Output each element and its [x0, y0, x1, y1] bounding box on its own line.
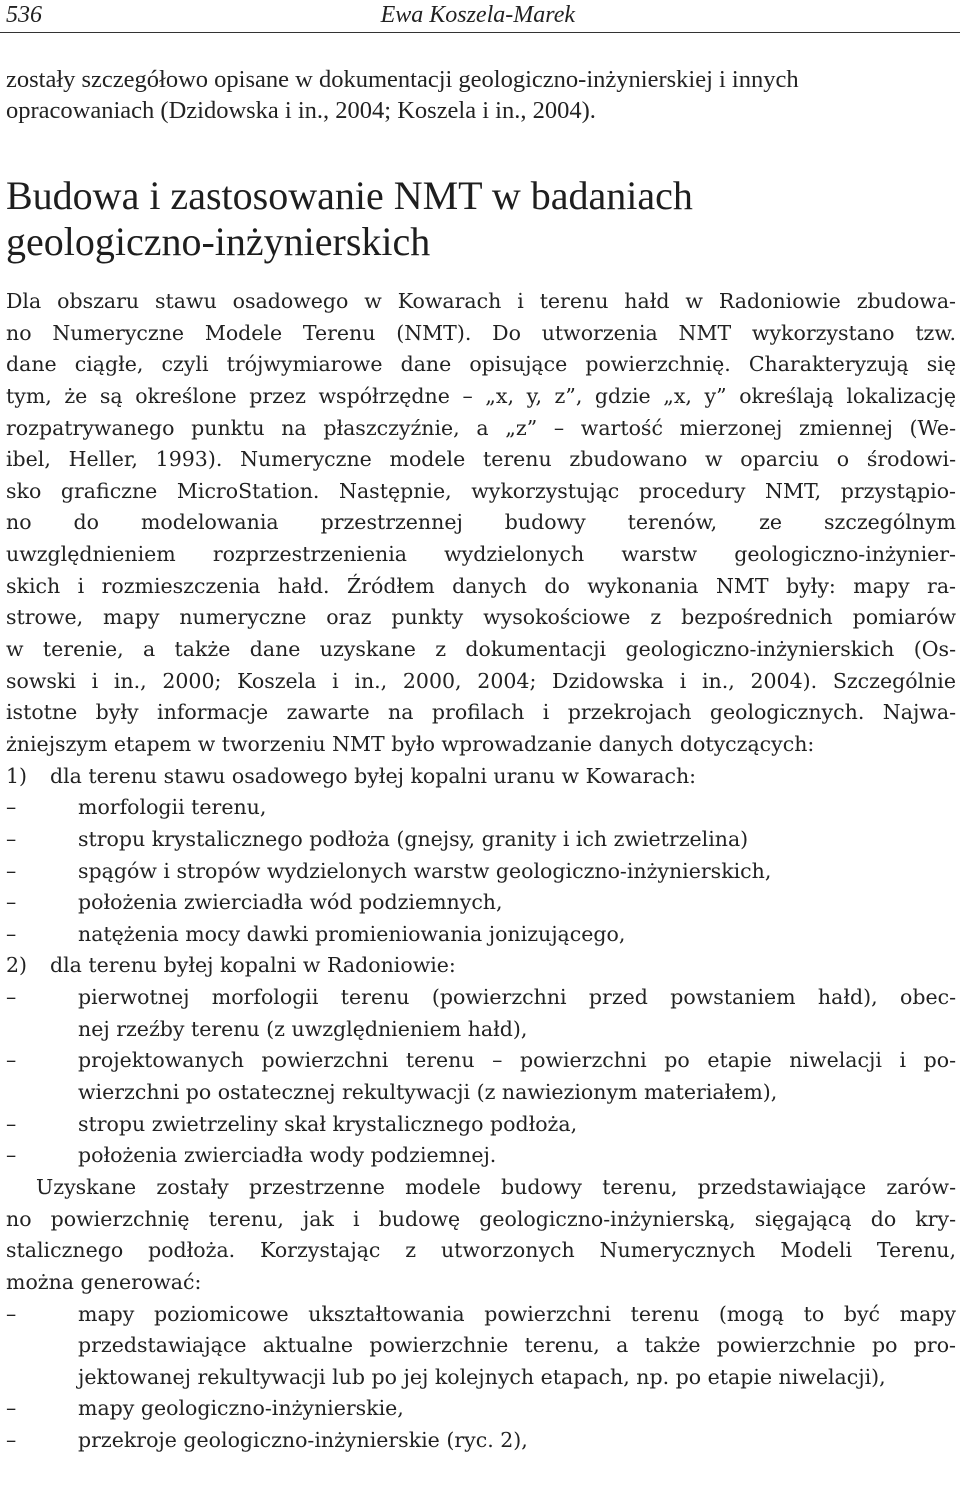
paragraph-line: można generować:	[6, 1269, 202, 1294]
list-item-continuation: wierzchni po ostatecznej rekultywacji (z nawiezionym materiałem),	[78, 1080, 778, 1105]
list-radoniow	[6, 950, 956, 1171]
list-number: 1)	[6, 763, 28, 788]
list-item	[6, 1425, 956, 1457]
paragraph-models	[6, 1172, 956, 1299]
list-number: 2)	[6, 953, 28, 978]
list-item-continuation: nej rzeźby terenu (z uwzględnieniem hałd),	[78, 1016, 528, 1041]
list-item	[6, 856, 956, 888]
list-item	[6, 919, 956, 951]
heading-line: geologiczno-inżynierskich	[6, 219, 431, 264]
heading-line: Budowa i zastosowanie NMT w badaniach	[6, 173, 693, 218]
list-title: dla terenu stawu osadowego byłej kopalni uranu w Kowarach:	[50, 763, 697, 788]
numbered-item	[6, 761, 956, 793]
dash-marker: –	[6, 1396, 17, 1421]
paragraph-line: tym, że są określone przez współrzędne – „x, y, z”, gdzie „x, y” określają lokalizację	[6, 383, 956, 408]
paragraph-line: no powierzchnię terenu, jak i budowę geologiczno-inżynierską, sięgającą do kry-	[6, 1206, 956, 1231]
dash-marker: –	[6, 1111, 17, 1136]
paragraph-line: no do modelowania przestrzennej budowy terenów, ze szczególnym	[6, 510, 956, 535]
list-item-text: przekroje geologiczno-inżynierskie (ryc. 2),	[78, 1428, 528, 1453]
paragraph-line: ibel, Heller, 1993). Numeryczne modele terenu zbudowano w oparciu o środowi-	[6, 447, 956, 472]
paragraph-line: rozpatrywanego punktu na płaszczyźnie, a „z” – wartość mierzonej zmiennej (We-	[6, 415, 956, 440]
list-item-text: pierwotnej morfologii terenu (powierzchni przed powstaniem hałd), obec-	[78, 985, 956, 1010]
paragraph-line: dane ciągłe, czyli trójwymiarowe dane opisujące powierzchnię. Charakteryzują się	[6, 352, 956, 377]
dash-marker: –	[6, 890, 17, 915]
dash-marker: –	[6, 858, 17, 883]
list-item-text: natężenia mocy dawki promieniowania jonizującego,	[78, 921, 626, 946]
list-item	[6, 1140, 956, 1172]
paragraph-line: sowski i in., 2000; Koszela i in., 2000, 2004; Dzidowska i in., 2004). Szczególnie	[6, 668, 956, 693]
list-item-text: położenia zwierciadła wód podziemnych,	[78, 890, 503, 915]
page-body	[6, 64, 956, 1457]
dash-marker: –	[6, 826, 17, 851]
paragraph-line: sko graficzne MicroStation. Następnie, wykorzystując procedury NMT, przystąpio-	[6, 478, 956, 503]
paragraph-line: istotne były informacje zawarte na profilach i przekrojach geologicznych. Najwa-	[6, 700, 956, 725]
list-outputs	[6, 1299, 956, 1457]
dash-marker: –	[6, 1048, 17, 1073]
list-item	[6, 887, 956, 919]
list-item-text: projektowanych powierzchni terenu – powierzchni po etapie niwelacji i po-	[78, 1048, 956, 1073]
list-item-text: mapy poziomicowe ukształtowania powierzchni terenu (mogą to być mapy	[78, 1301, 956, 1326]
paragraph-line: w terenie, a także dane uzyskane z dokumentacji geologiczno-inżynierskich (Os-	[6, 637, 956, 662]
list-item-text: morfologii terenu,	[78, 795, 267, 820]
paragraph-line: strowe, mapy numeryczne oraz punkty wysokościowe z bezpośrednich pomiarów	[6, 605, 956, 630]
list-item	[6, 982, 956, 1014]
paragraph-line: no Numeryczne Modele Terenu (NMT). Do utworzenia NMT wykorzystano tzw.	[6, 320, 956, 345]
list-item	[6, 1045, 956, 1077]
paragraph-line: uwzględnieniem rozprzestrzenienia wydzielonych warstw geologiczno-inżynier-	[6, 542, 956, 567]
intro-paragraph	[6, 64, 956, 126]
list-item-text: spągów i stropów wydzielonych warstw geologiczno-inżynierskich,	[78, 858, 772, 883]
list-item-continuation: przedstawiające aktualne powierzchnie terenu, a także powierzchnie po pro-	[78, 1333, 956, 1358]
list-item	[6, 1109, 956, 1141]
dash-marker: –	[6, 1301, 17, 1326]
list-item-continuation: jektowanej rekultywacji lub po jej kolejnych etapach, np. po etapie niwelacji),	[78, 1364, 886, 1389]
dash-marker: –	[6, 1143, 17, 1168]
dash-marker: –	[6, 921, 17, 946]
paragraph-line: skich i rozmieszczenia hałd. Źródłem danych do wykonania NMT były: mapy ra-	[6, 573, 956, 598]
list-item-text: stropu krystalicznego podłoża (gnejsy, granity i ich zwietrzelina)	[78, 826, 749, 851]
paragraph-line: żniejszym etapem w tworzeniu NMT było wprowadzanie danych dotyczących:	[6, 731, 815, 756]
dash-marker: –	[6, 1428, 17, 1453]
page-number: 536	[6, 2, 42, 28]
paragraph-line: stalicznego podłoża. Korzystając z utworzonych Numerycznych Modeli Terenu,	[6, 1238, 956, 1263]
numbered-item	[6, 950, 956, 982]
running-header	[0, 2, 960, 33]
dash-marker: –	[6, 985, 17, 1010]
list-item	[6, 1393, 956, 1425]
list-item	[6, 1299, 956, 1331]
list-item	[6, 792, 956, 824]
list-item-text: mapy geologiczno-inżynierskie,	[78, 1396, 404, 1421]
list-kowary	[6, 761, 956, 951]
intro-line: zostały szczegółowo opisane w dokumentacji geologiczno-inżynierskiej i innych	[6, 66, 799, 93]
list-title: dla terenu byłej kopalni w Radoniowie:	[50, 953, 456, 978]
paragraph-nmt	[6, 286, 956, 761]
dash-marker: –	[6, 795, 17, 820]
paragraph-line: Dla obszaru stawu osadowego w Kowarach i terenu hałd w Radoniowie zbudowa-	[6, 289, 956, 313]
paragraph-line: Uzyskane zostały przestrzenne modele budowy terenu, przedstawiające zarów-	[36, 1174, 956, 1199]
list-item-text: stropu zwietrzeliny skał krystalicznego podłoża,	[78, 1111, 578, 1136]
intro-line: opracowaniach (Dzidowska i in., 2004; Koszela i in., 2004).	[6, 97, 596, 124]
running-author: Ewa Koszela-Marek	[380, 2, 575, 28]
list-item	[6, 824, 956, 856]
section-heading	[6, 173, 956, 265]
list-item-text: położenia zwierciadła wody podziemnej.	[78, 1143, 497, 1168]
